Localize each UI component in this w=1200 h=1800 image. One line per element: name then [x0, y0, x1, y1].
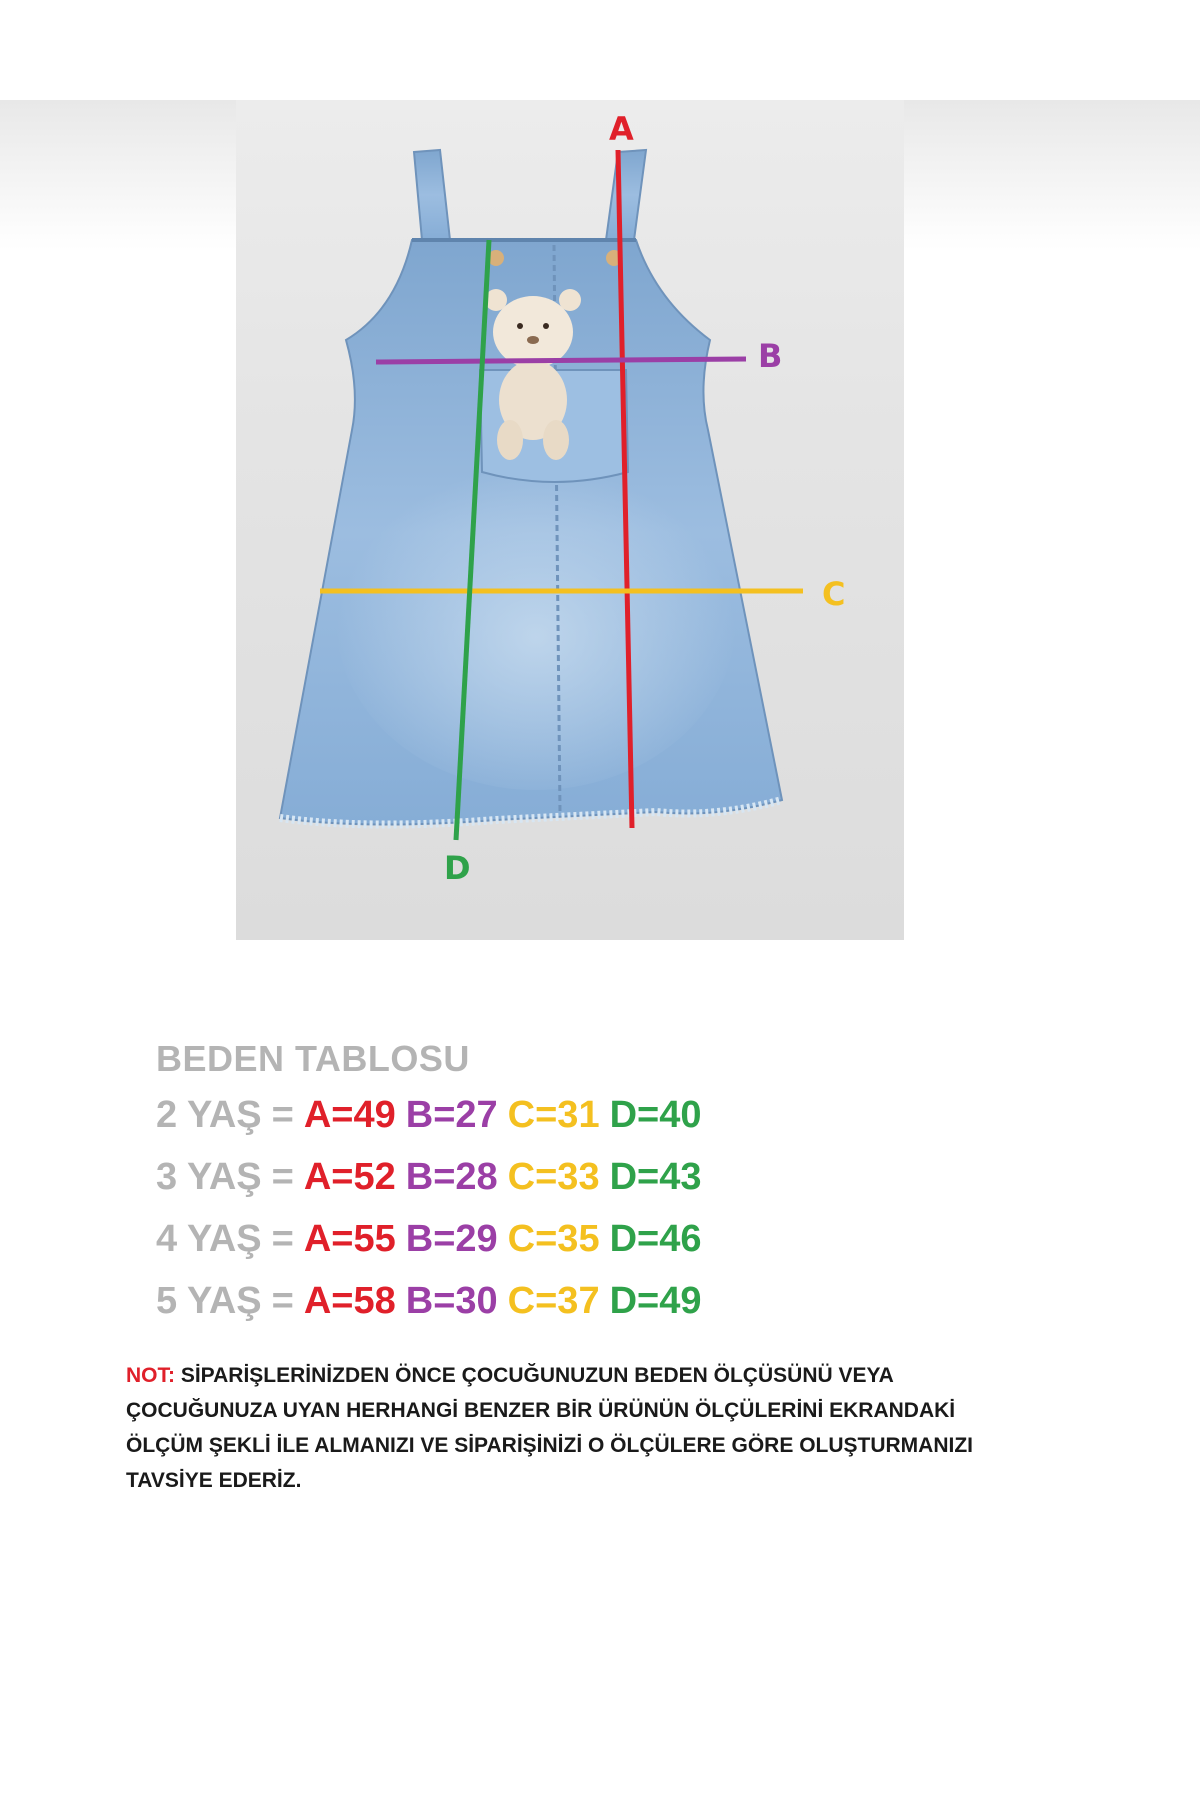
- size-row: [156, 1084, 1056, 1146]
- left-strap: [414, 150, 450, 240]
- measure-c: C=37: [507, 1280, 600, 1322]
- measure-a: A=49: [303, 1094, 396, 1136]
- age-label: 3 YAŞ: [156, 1156, 262, 1198]
- measure-d: D=43: [609, 1156, 702, 1198]
- right-strap: [606, 150, 646, 240]
- measure-c: C=33: [507, 1156, 600, 1198]
- age-label: 5 YAŞ: [156, 1280, 262, 1322]
- equals-sign: =: [271, 1156, 294, 1198]
- note-text: SİPARİŞLERİNİZDEN ÖNCE ÇOCUĞUNUZUN BEDEN ÖLÇÜSÜNÜ VEYA ÇOCUĞUNUZA UYAN HERHANGİ BENZER BİR ÜRÜNÜN ÖLÇÜLERİNİ EKRANDAKİ ÖLÇÜM ŞEKLİ İLE ALMANIZI VE SİPARİŞİNİZİ O ÖLÇÜLERE GÖRE OLUŞTURMANIZI TAVSİYE EDERİZ.: [126, 1364, 974, 1492]
- equals-sign: =: [271, 1094, 294, 1136]
- label-c: C: [822, 575, 846, 613]
- dress-illustration: [236, 100, 904, 940]
- measure-c: C=35: [507, 1218, 600, 1260]
- measure-b: B=28: [405, 1156, 498, 1198]
- label-d: D: [444, 849, 471, 887]
- measure-a: A=58: [303, 1280, 396, 1322]
- measure-c: C=31: [507, 1094, 600, 1136]
- size-table-title: BEDEN TABLOSU: [156, 1038, 470, 1079]
- label-a: A: [609, 110, 634, 148]
- measure-d: D=49: [609, 1280, 702, 1322]
- measure-a: A=55: [303, 1218, 396, 1260]
- order-note: [126, 1358, 986, 1498]
- measure-b: B=29: [405, 1218, 498, 1260]
- label-b: B: [758, 337, 783, 375]
- measure-d: D=46: [609, 1218, 702, 1260]
- equals-sign: =: [271, 1280, 294, 1322]
- size-row: [156, 1208, 1056, 1270]
- product-photo: [236, 100, 904, 940]
- age-label: 2 YAŞ: [156, 1094, 262, 1136]
- size-row: [156, 1270, 1056, 1332]
- equals-sign: =: [271, 1218, 294, 1260]
- note-label: NOT:: [126, 1364, 175, 1387]
- measure-d: D=40: [609, 1094, 702, 1136]
- size-table: [156, 1034, 1056, 1332]
- measure-a: A=52: [303, 1156, 396, 1198]
- measure-line-b: [376, 359, 746, 362]
- measure-b: B=27: [405, 1094, 498, 1136]
- age-label: 4 YAŞ: [156, 1218, 262, 1260]
- measure-b: B=30: [405, 1280, 498, 1322]
- size-row: [156, 1146, 1056, 1208]
